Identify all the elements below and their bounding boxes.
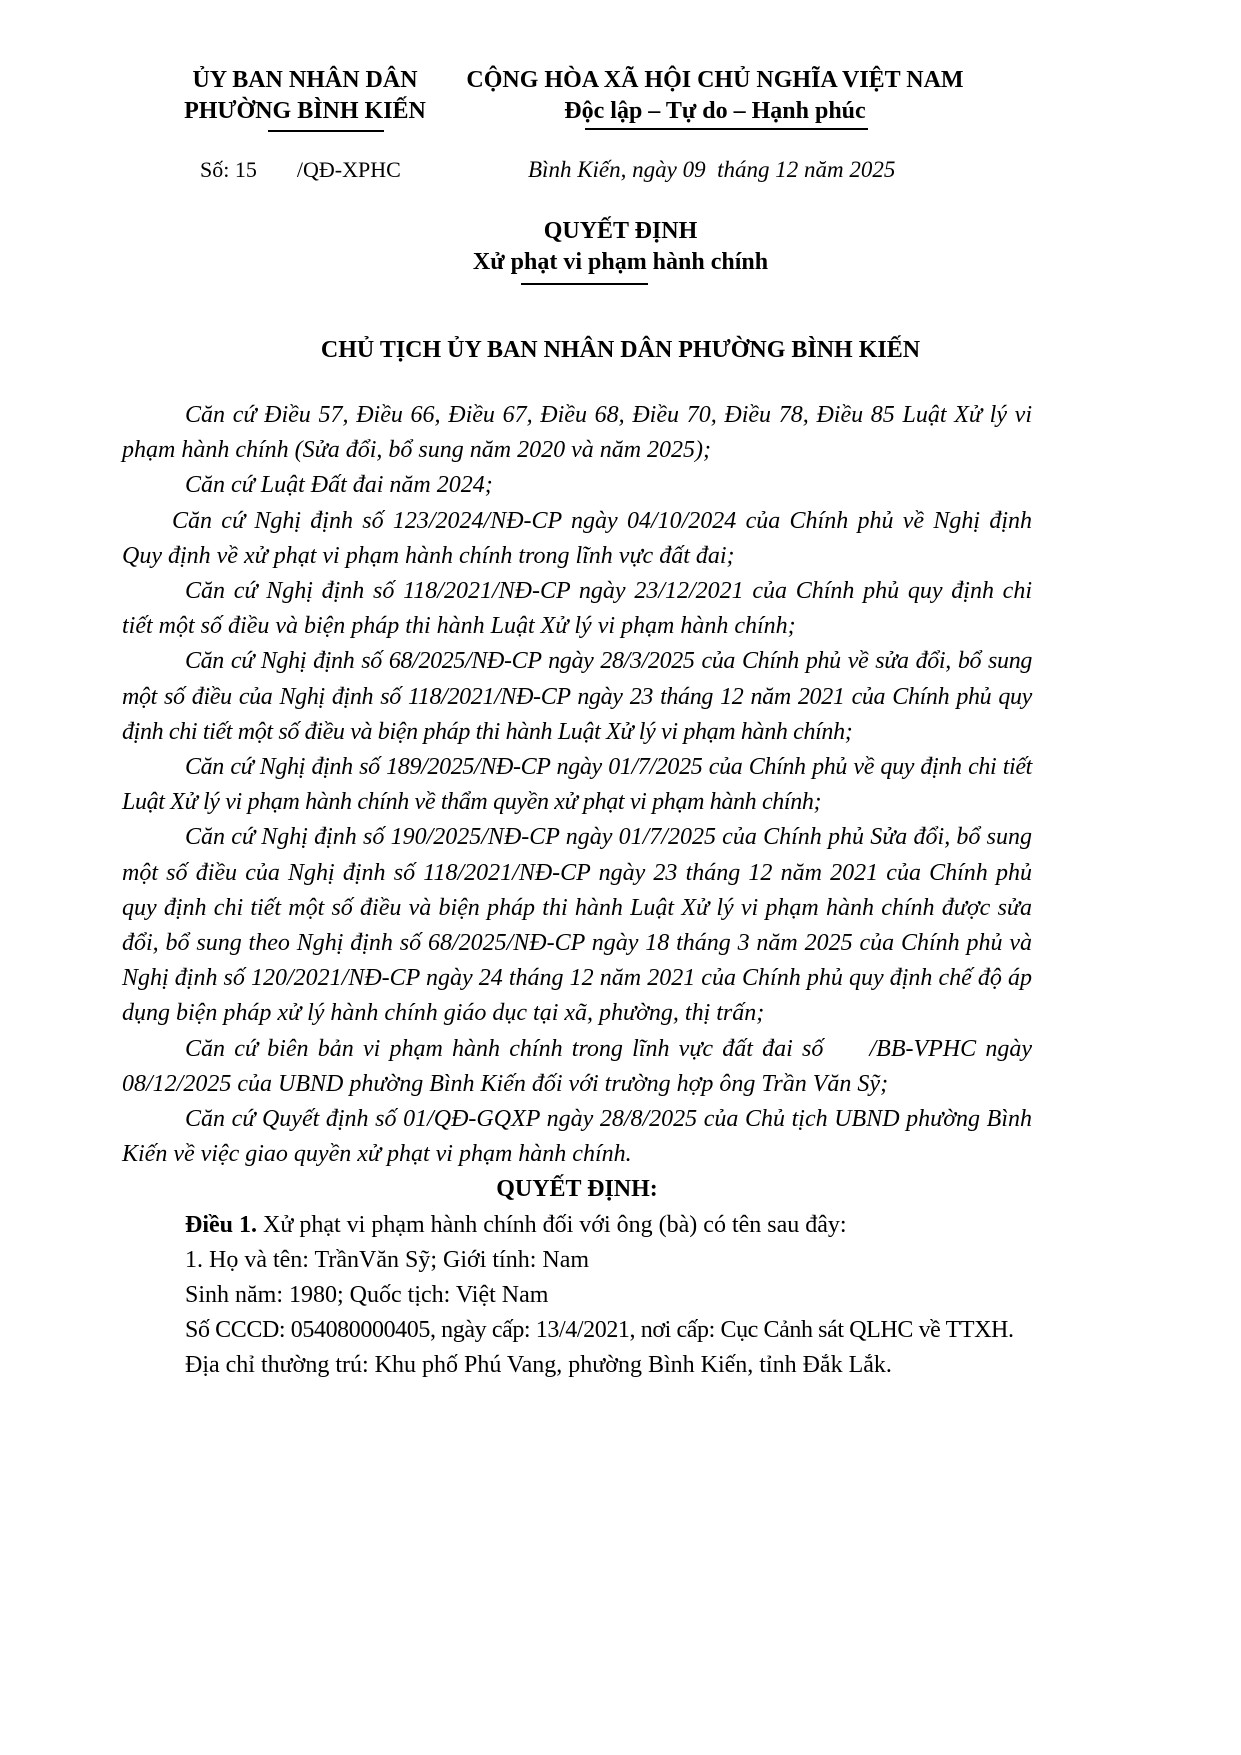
motto-underline xyxy=(585,128,868,130)
agency-name-line1: ỦY BAN NHÂN DÂN xyxy=(192,67,418,93)
issuing-authority: CHỦ TỊCH ỦY BAN NHÂN DÂN PHƯỜNG BÌNH KIẾN xyxy=(320,337,921,363)
violator-birth-nationality: Sinh năm: 1980; Quốc tịch: Việt Nam xyxy=(185,1282,549,1309)
article-1-text: Xử phạt vi phạm hành chính đối với ông (bà) có tên sau đây: xyxy=(257,1211,847,1238)
article-1-label: Điều 1. xyxy=(185,1211,257,1238)
decision-heading: QUYẾT ĐỊNH: xyxy=(496,1176,658,1203)
legal-basis-5: Căn cứ Nghị định số 68/2025/NĐ-CP ngày 28/3/2025 của Chính phủ về sửa đổi, bổ sung một số điều của Nghị định số 118/2021/NĐ-CP ngày 23 tháng 12 năm 2021 của Chính phủ quy định chi tiết một số điều và biện pháp thi hành Luật Xử lý vi phạm hành chính; xyxy=(122,648,1032,745)
document-number-suffix: /QĐ-XPHC xyxy=(296,157,401,182)
nation-title: CỘNG HÒA XÃ HỘI CHỦ NGHĨA VIỆT NAM xyxy=(466,67,964,93)
document-body xyxy=(122,398,1038,1384)
legal-basis-1: Căn cứ Điều 57, Điều 66, Điều 67, Điều 68, Điều 70, Điều 78, Điều 85 Luật Xử lý vi phạm hành chính (Sửa đổi, bổ sung năm 2020 và năm 2025); xyxy=(122,402,1032,464)
legal-basis-6: Căn cứ Nghị định số 189/2025/NĐ-CP ngày 01/7/2025 của Chính phủ về quy định chi tiết Luật Xử lý vi phạm hành chính về thẩm quyền xử phạt vi phạm hành chính; xyxy=(122,754,1032,816)
violator-address: Địa chỉ thường trú: Khu phố Phú Vang, phường Bình Kiến, tỉnh Đắk Lắk. xyxy=(185,1352,892,1379)
document-title: QUYẾT ĐỊNH xyxy=(543,218,698,244)
place-and-date: Bình Kiến, ngày 09 tháng 12 năm 2025 xyxy=(528,157,896,182)
legal-basis-3: Căn cứ Nghị định số 123/2024/NĐ-CP ngày 04/10/2024 của Chính phủ về Nghị định Quy định về xử phạt vi phạm hành chính trong lĩnh vực đất đai; xyxy=(122,507,1032,569)
title-underline xyxy=(521,283,648,285)
agency-name-line2: PHƯỜNG BÌNH KIẾN xyxy=(184,98,426,124)
document-number xyxy=(200,157,401,183)
document-subtitle: Xử phạt vi phạm hành chính xyxy=(472,249,769,275)
legal-basis-8: Căn cứ biên bản vi phạm hành chính trong lĩnh vực đất đai số /BB-VPHC ngày 08/12/2025 của UBND phường Bình Kiến đối với trường hợp ông Trần Văn Sỹ; xyxy=(122,1035,1038,1097)
legal-basis-7: Căn cứ Nghị định số 190/2025/NĐ-CP ngày 01/7/2025 của Chính phủ Sửa đổi, bổ sung một số điều của Nghị định số 118/2021/NĐ-CP ngày 23 tháng 12 năm 2021 của Chính phủ quy định chi tiết một số điều và biện pháp thi hành Luật Xử lý vi phạm hành chính được sửa đổi, bổ sung theo Nghị định số 68/2025/NĐ-CP ngày 18 tháng 3 năm 2025 của Chính phủ và Nghị định số 120/2021/NĐ-CP ngày 24 tháng 12 năm 2021 của Chính phủ quy định chế độ áp dụng biện pháp xử lý hành chính giáo dục tại xã, phường, thị trấn; xyxy=(122,824,1032,1027)
legal-basis-2: Căn cứ Luật Đất đai năm 2024; xyxy=(185,472,493,499)
agency-underline xyxy=(268,130,384,132)
legal-basis-9: Căn cứ Quyết định số 01/QĐ-GQXP ngày 28/8/2025 của Chủ tịch UBND phường Bình Kiến về việc giao quyền xử phạt vi phạm hành chính. xyxy=(122,1106,1032,1168)
violator-id-card: Số CCCD: 054080000405, ngày cấp: 13/4/2021, nơi cấp: Cục Cảnh sát QLHC về TTXH. xyxy=(185,1317,1014,1344)
article-1 xyxy=(122,1208,1032,1243)
legal-basis-4: Căn cứ Nghị định số 118/2021/NĐ-CP ngày 23/12/2021 của Chính phủ quy định chi tiết một số điều và biện pháp thi hành Luật Xử lý vi phạm hành chính; xyxy=(122,578,1032,640)
document-number-label: Số: 15 xyxy=(200,157,257,182)
violator-name: 1. Họ và tên: TrầnVăn Sỹ; Giới tính: Nam xyxy=(185,1246,590,1273)
nation-motto: Độc lập – Tự do – Hạnh phúc xyxy=(564,98,866,124)
